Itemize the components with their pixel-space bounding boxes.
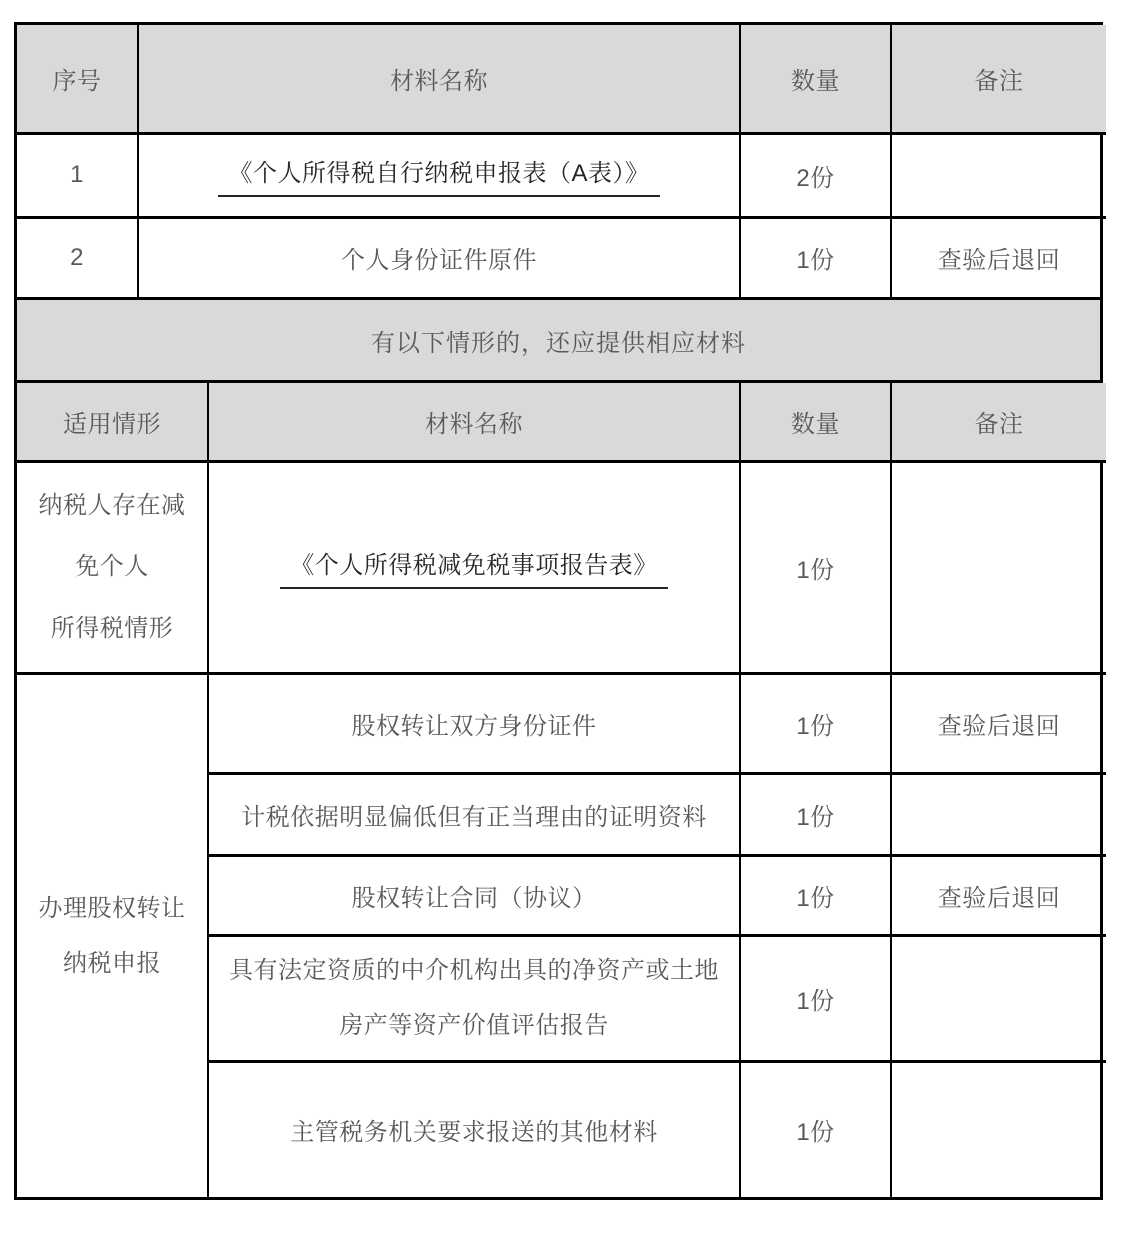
col-header-seq: 序号 bbox=[17, 25, 138, 133]
seq-cell: 2 bbox=[17, 217, 138, 297]
condition-line: 纳税申报 bbox=[63, 949, 161, 977]
seq-cell: 1 bbox=[17, 133, 138, 217]
conditional-materials-table bbox=[17, 383, 1106, 1197]
material-form-link[interactable]: 《个人所得税减免税事项报告表》 bbox=[280, 545, 668, 589]
table-row bbox=[17, 673, 1106, 773]
quantity-cell: 1份 bbox=[740, 935, 891, 1061]
col-header-qty: 数量 bbox=[740, 383, 891, 461]
material-name-cell: 股权转让双方身份证件 bbox=[208, 673, 740, 773]
material-name-cell: 个人身份证件原件 bbox=[138, 217, 740, 297]
condition-line: 免个人 bbox=[75, 553, 149, 581]
material-name-cell bbox=[208, 935, 740, 1061]
quantity-cell: 1份 bbox=[740, 1061, 891, 1197]
col-header-condition: 适用情形 bbox=[17, 383, 208, 461]
condition-cell bbox=[17, 673, 208, 1197]
note-cell: 查验后退回 bbox=[891, 217, 1106, 297]
col-header-qty: 数量 bbox=[740, 25, 891, 133]
table-row bbox=[17, 461, 1106, 673]
base-header-row bbox=[17, 25, 1106, 133]
material-name-line: 具有法定资质的中介机构出具的净资产或土地 bbox=[229, 956, 719, 984]
note-cell bbox=[891, 935, 1106, 1061]
quantity-cell: 1份 bbox=[740, 673, 891, 773]
col-header-note: 备注 bbox=[891, 383, 1106, 461]
material-form-link[interactable]: 《个人所得税自行纳税申报表（A表）》 bbox=[218, 153, 659, 197]
condition-cell bbox=[17, 461, 208, 673]
note-cell: 查验后退回 bbox=[891, 855, 1106, 935]
condition-line: 纳税人存在减 bbox=[38, 492, 186, 520]
col-header-note: 备注 bbox=[891, 25, 1106, 133]
quantity-cell: 1份 bbox=[740, 773, 891, 855]
quantity-cell: 1份 bbox=[740, 461, 891, 673]
table-row bbox=[17, 217, 1106, 297]
condition-line: 所得税情形 bbox=[50, 614, 174, 642]
conditional-header-row bbox=[17, 383, 1106, 461]
note-cell bbox=[891, 461, 1106, 673]
condition-line: 办理股权转让 bbox=[38, 894, 186, 922]
note-cell: 查验后退回 bbox=[891, 673, 1106, 773]
table-row bbox=[17, 133, 1106, 217]
base-materials-table bbox=[17, 25, 1106, 297]
note-cell bbox=[891, 773, 1106, 855]
col-header-material: 材料名称 bbox=[138, 25, 740, 133]
quantity-cell: 1份 bbox=[740, 855, 891, 935]
materials-requirements-table bbox=[14, 22, 1103, 1200]
material-name-cell bbox=[138, 133, 740, 217]
material-name-cell: 计税依据明显偏低但有正当理由的证明资料 bbox=[208, 773, 740, 855]
conditional-materials-banner: 有以下情形的，还应提供相应材料 bbox=[17, 297, 1100, 383]
material-name-cell bbox=[208, 461, 740, 673]
material-name-cell: 股权转让合同（协议） bbox=[208, 855, 740, 935]
material-name-cell: 主管税务机关要求报送的其他材料 bbox=[208, 1061, 740, 1197]
col-header-material: 材料名称 bbox=[208, 383, 740, 461]
quantity-cell: 2份 bbox=[740, 133, 891, 217]
note-cell bbox=[891, 1061, 1106, 1197]
note-cell bbox=[891, 133, 1106, 217]
material-name-line: 房产等资产价值评估报告 bbox=[339, 1012, 609, 1039]
quantity-cell: 1份 bbox=[740, 217, 891, 297]
